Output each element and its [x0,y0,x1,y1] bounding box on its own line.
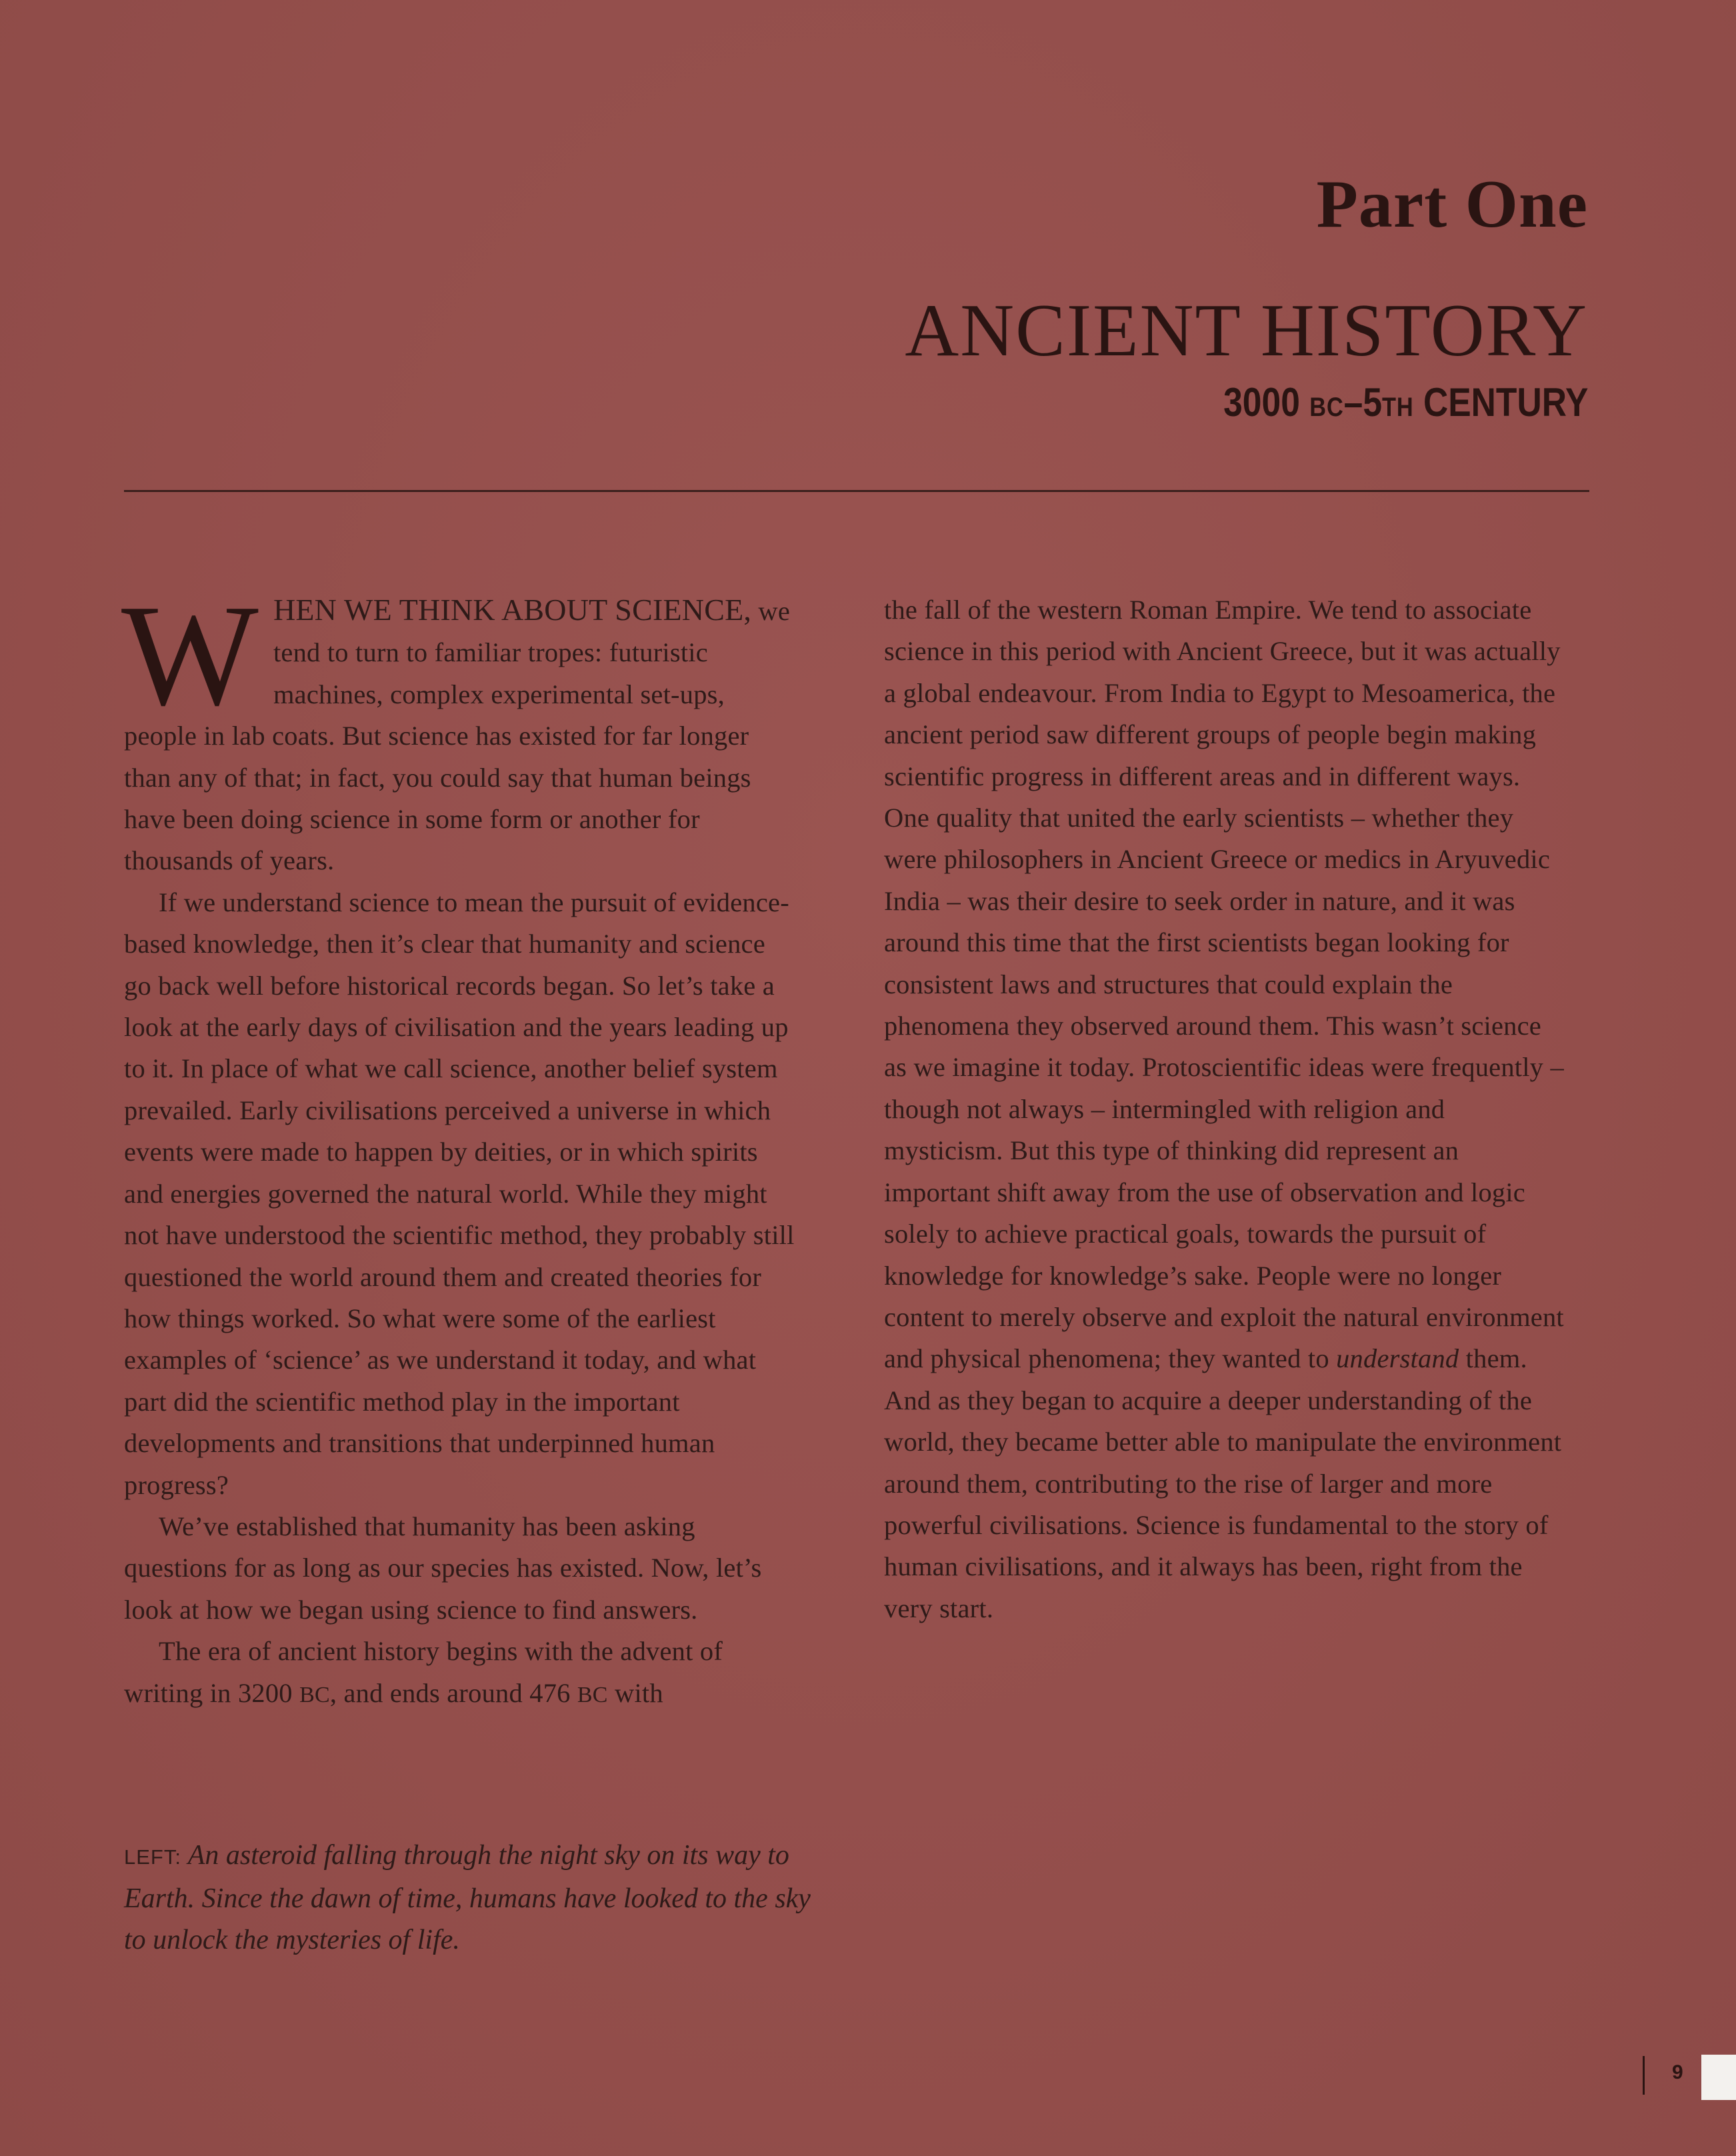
drop-cap: W [121,575,259,736]
date-end-number: 5 [1362,380,1382,425]
opening-small-caps: HEN WE THINK ABOUT SCIENCE, [273,593,752,627]
date-start-era: BC [1309,393,1344,422]
horizontal-rule [124,490,1589,492]
image-caption [124,1835,831,1961]
caption-text: An asteroid falling through the night sky on its way to Earth. Since the dawn of time, humans have looked to the sky to unlock the mysteries of life. [124,1840,811,1955]
page-edge-tab [1701,2055,1736,2100]
paragraph-4-text-c: with [607,1677,663,1708]
part-label: Part One [1316,167,1588,242]
caption-label: LEFT: [124,1845,181,1869]
paragraph-4-text-a: The era of ancient history begins with the advent of writing in 3200 [124,1636,723,1708]
paragraph-3: We’ve established that humanity has been asking questions for as long as our species has existed. Now, let’s look at how we began using science to find answers. [124,1511,762,1625]
right-column [884,589,1571,1629]
paragraph-continued [884,589,1571,1629]
paragraph-4-text-b: , and ends around 476 [329,1677,577,1708]
right-text-a: the fall of the western Roman Empire. We tend to associate science in this period with Ancient Greece, but it was actually a global endeavour. From India to Egypt to Mesoamerica, the ancient period saw different groups of people begin making scientific progress in different areas and in different ways. One quality that united the early scientists – whether they were philosophers in Ancient Greece or medics in Aryuvedic India – was their desire to seek order in nature, and it was around this time that the first scientists began looking for consistent laws and structures that could explain the phenomena they observed around them. This wasn’t science as we imagine it today. Protoscientific ideas were frequently – though not always – intermingled with religion and mysticism. But this type of thinking did represent an important shift away from the use of observation and logic solely to achieve practical goals, towards the pursuit of knowledge for knowledge’s sake. People were no longer content to merely observe and exploit the natural environment and physical phenomena; they wanted to [884,595,1564,1374]
era-bc-1: BC [299,1682,330,1707]
paragraph-1-text: we tend to turn to familiar tropes: futuristic machines, complex experimental set-ups, people in lab coats. But science has existed for far longer than any of that; in fact, you could say that human beings have been doing science in some form or another for thousands of years. [124,596,791,876]
folio-divider [1643,2056,1645,2095]
paragraph-1 [121,575,797,882]
left-column [121,575,797,1716]
chapter-title: ANCIENT HISTORY [905,289,1588,372]
date-end-word: CENTURY [1423,380,1588,425]
date-dash: – [1343,380,1363,425]
date-start: 3000 [1223,380,1300,425]
emphasis-understand: understand [1336,1343,1459,1374]
page-number: 9 [1672,2061,1683,2083]
right-text-b: them. And as they began to acquire a deeper understanding of the world, they became better able to manipulate the environment around them, contributing to the rise of larger and more powerful civilisations. Science is fundamental to the story of human civilisations, and it always has been, right from the very start. [884,1343,1562,1623]
date-end-suffix: TH [1381,393,1414,422]
paragraph-2: If we understand science to mean the pursuit of evidence-based knowledge, then it’s clear that humanity and science go back well before historical records began. So let’s take a look at the early days of civilisation and the years leading up to it. In place of what we call science, another belief system prevailed. Early civilisations perceived a universe in which events were made to happen by deities, or in which spirits and energies governed the natural world. While they might not have understood the scientific method, they probably still questioned the world around them and created theories for how things worked. So what were some of the earliest examples of ‘science’ as we understand it today, and what part did the scientific method play in the important developments and transitions that underpinned human progress? [124,887,795,1500]
era-bc-2: BC [577,1682,608,1707]
date-range [1223,380,1588,425]
paragraph-4 [124,1631,797,1716]
